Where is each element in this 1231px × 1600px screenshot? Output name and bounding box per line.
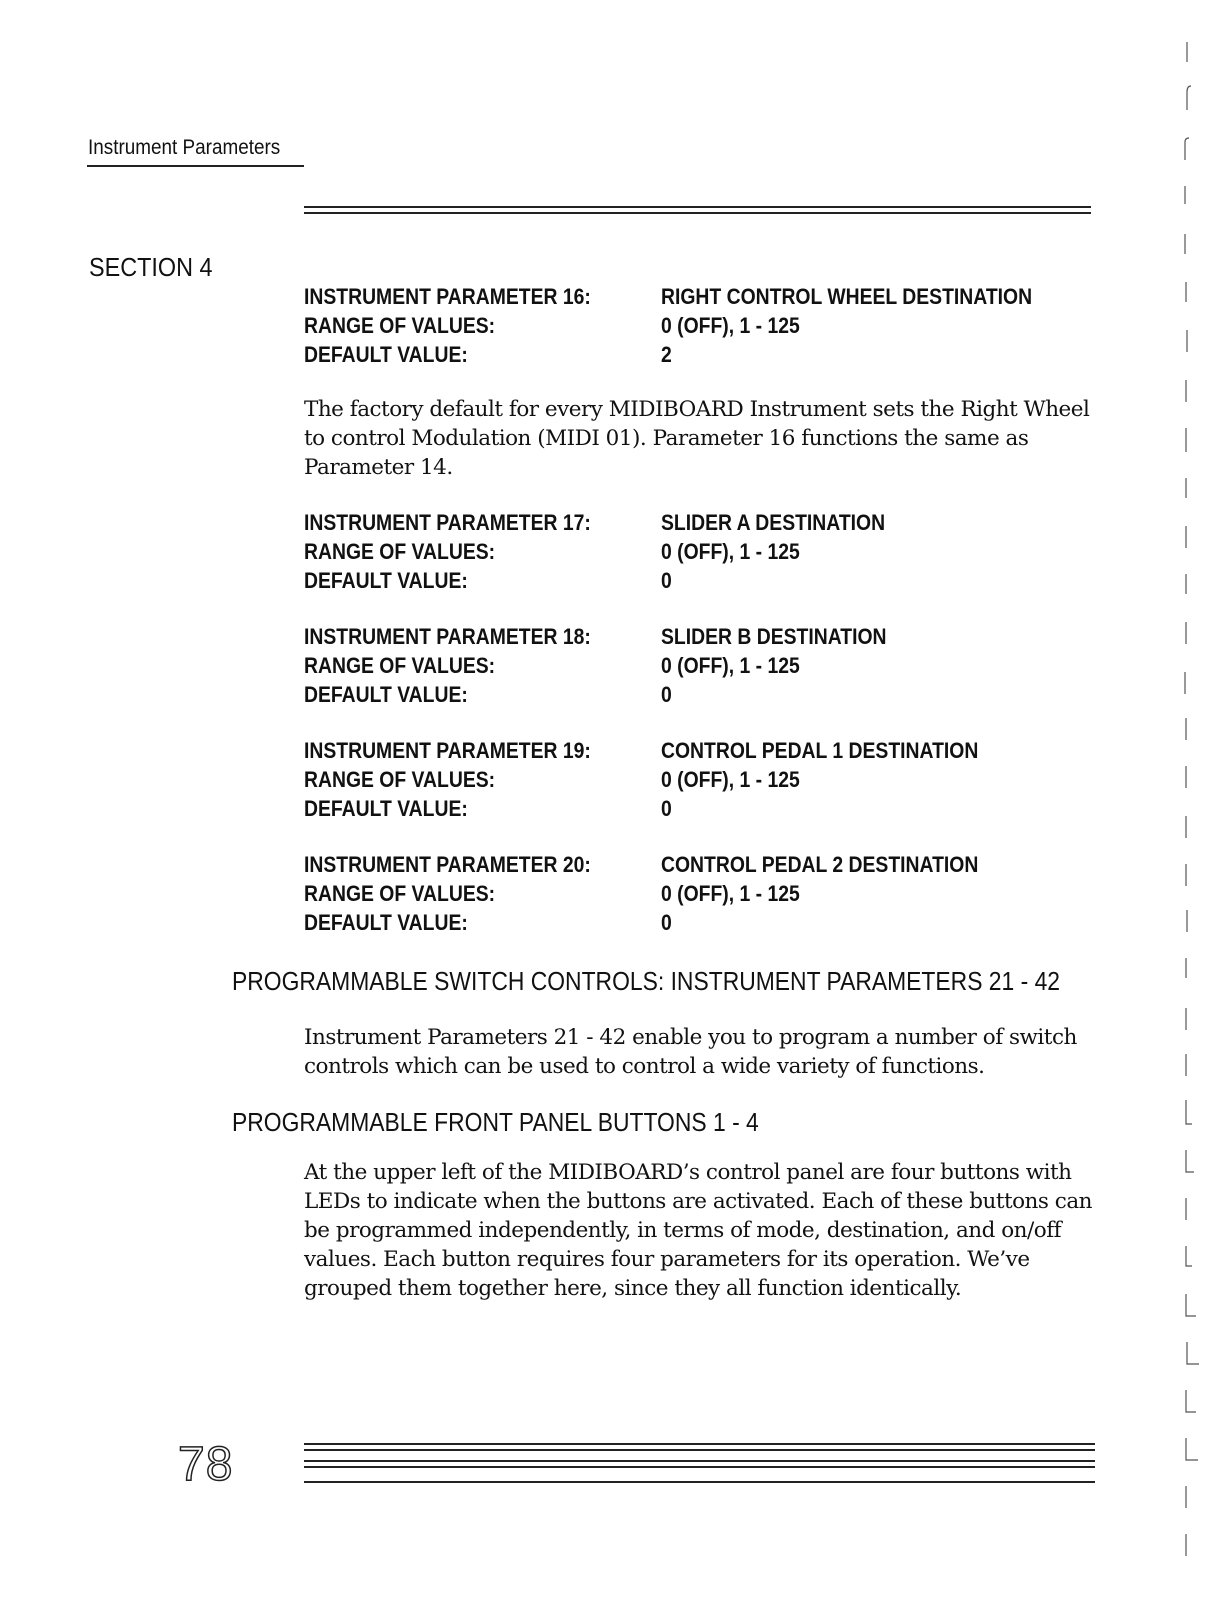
param-row [304,852,1084,881]
param-value: CONTROL PEDAL 1 DESTINATION [661,738,979,763]
param-block-19 [304,738,1084,825]
param-value: 0 (OFF), 1 - 125 [661,539,800,564]
param-value: 0 [661,568,672,593]
param-value: CONTROL PEDAL 2 DESTINATION [661,852,979,877]
param-value: SLIDER B DESTINATION [661,624,887,649]
param-row [304,568,1084,597]
binding-marks [1175,0,1231,1600]
header-underline [87,165,304,167]
param-key: INSTRUMENT PARAMETER 20: [304,852,591,877]
param-key: DEFAULT VALUE: [304,910,468,935]
param-row [304,284,1084,313]
footer-double-rule-upper [304,1443,1095,1451]
param-value: 0 [661,910,672,935]
param-row [304,653,1084,682]
param-key: RANGE OF VALUES: [304,881,496,906]
param-row [304,796,1084,825]
heading-front-panel: PROGRAMMABLE FRONT PANEL BUTTONS 1 - 4 [232,1107,759,1137]
param-value: SLIDER A DESTINATION [661,510,886,535]
param-key: INSTRUMENT PARAMETER 17: [304,510,591,535]
param-row [304,738,1084,767]
param-key: INSTRUMENT PARAMETER 16: [304,284,591,309]
param-key: DEFAULT VALUE: [304,342,468,367]
param-value: 0 (OFF), 1 - 125 [661,313,800,338]
param-block-18 [304,624,1084,711]
page-number: 78 [178,1438,234,1491]
param-block-16 [304,284,1084,371]
param-key: DEFAULT VALUE: [304,796,468,821]
param-key: RANGE OF VALUES: [304,313,496,338]
param-row [304,342,1084,371]
param-key: RANGE OF VALUES: [304,653,496,678]
param-key: RANGE OF VALUES: [304,539,496,564]
param-row [304,510,1084,539]
footer-rule [304,1481,1095,1483]
param-row [304,682,1084,711]
param-key: INSTRUMENT PARAMETER 18: [304,624,591,649]
param-value: 0 (OFF), 1 - 125 [661,881,800,906]
param-row [304,767,1084,796]
param-key: RANGE OF VALUES: [304,767,496,792]
param-key: DEFAULT VALUE: [304,568,468,593]
param-value: 2 [661,342,672,367]
paragraph-front-panel: At the upper left of the MIDIBOARD’s control panel are four buttons with LEDs to indicate when the buttons are activated. Each of these buttons can be programmed independently, in terms of mode, destination, and on/off values. Each button requires four parameters for its operation. We’ve grouped them together here, since they all function identically. [304,1160,1092,1301]
param-key: DEFAULT VALUE: [304,682,468,707]
param-value: 0 [661,682,672,707]
footer-double-rule-lower [304,1460,1095,1468]
param-row [304,910,1084,939]
param-row [304,624,1084,653]
param-row [304,539,1084,568]
param-value: 0 (OFF), 1 - 125 [661,767,800,792]
paragraph-switch-controls: Instrument Parameters 21 - 42 enable you to program a number of switch controls which can be used to control a wide variety of functions. [304,1025,1077,1079]
paragraph-wheel-default: The factory default for every MIDIBOARD Instrument sets the Right Wheel to control Modulation (MIDI 01). Parameter 16 functions the same as Parameter 14. [304,397,1090,480]
heading-switch-controls: PROGRAMMABLE SWITCH CONTROLS: INSTRUMENT PARAMETERS 21 - 42 [232,966,1061,996]
param-value: RIGHT CONTROL WHEEL DESTINATION [661,284,1033,309]
running-header: Instrument Parameters [88,136,281,159]
param-row [304,881,1084,910]
section-label: SECTION 4 [89,252,213,282]
param-value: 0 (OFF), 1 - 125 [661,653,800,678]
param-block-20 [304,852,1084,939]
param-value: 0 [661,796,672,821]
top-double-rule [304,206,1091,214]
param-key: INSTRUMENT PARAMETER 19: [304,738,591,763]
param-row [304,313,1084,342]
param-block-17 [304,510,1084,597]
